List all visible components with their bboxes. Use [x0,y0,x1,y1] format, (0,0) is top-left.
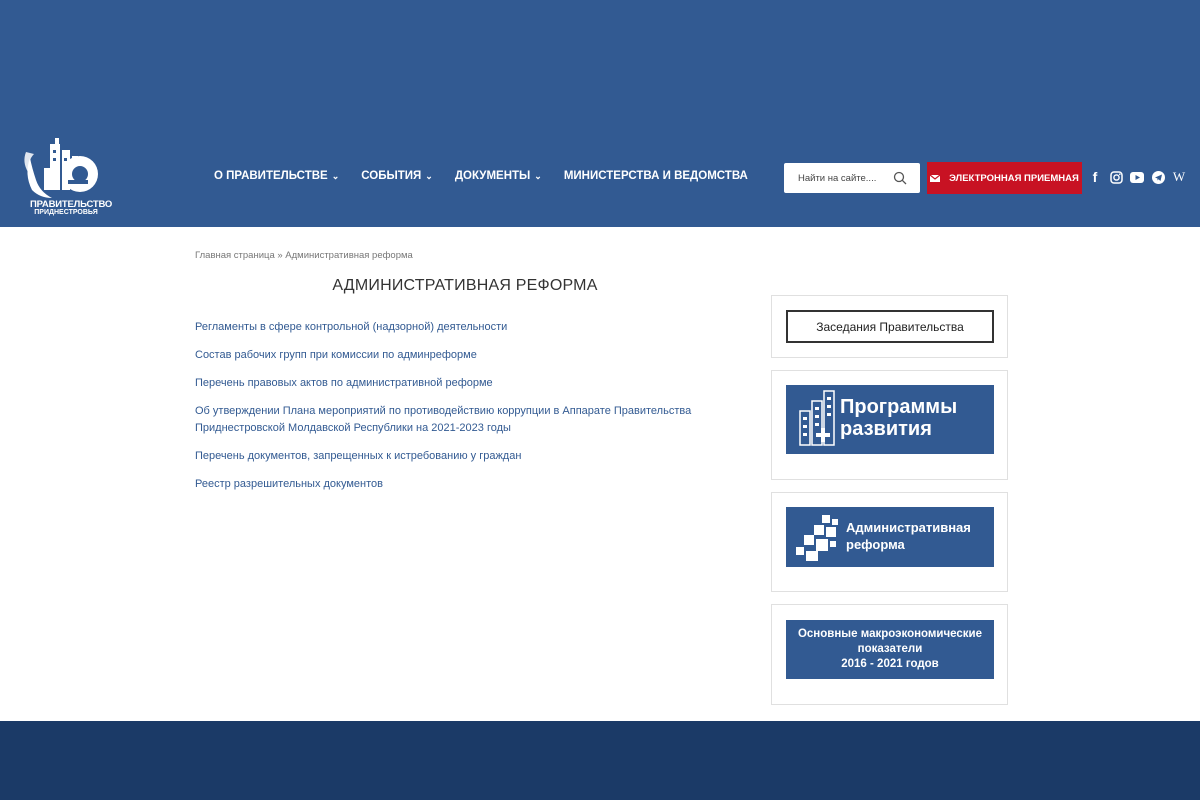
development-programs-banner[interactable] [786,385,994,454]
macro-line3: 2016 - 2021 годов [841,658,939,670]
link-prohibited-documents[interactable]: Перечень документов, запрещенных к истребованию у граждан [195,450,522,462]
nav-item-ministries[interactable] [564,170,748,182]
chevron-down-icon: ⌄ [331,170,340,181]
breadcrumb[interactable]: Главная страница » Административная реформа [195,250,413,261]
macro-line2: показатели [857,643,923,655]
nav-item-about[interactable] [214,170,339,182]
programs-banner-text [840,396,957,440]
youtube-icon[interactable] [1130,170,1144,184]
search-box [784,163,920,193]
puzzle-blocks-icon [794,513,842,563]
nav-item-label: ДОКУМЕНТЫ [454,170,531,182]
nav-item-label: СОБЫТИЯ [361,170,422,182]
nav-item-events[interactable] [361,170,433,182]
link-permit-registry[interactable]: Реестр разрешительных документов [195,478,383,490]
logo-subtitle: ПРИДНЕСТРОВЬЯ [34,209,98,216]
nav-item-label: О ПРАВИТЕЛЬСТВЕ [214,170,328,182]
chevron-down-icon: ⌄ [425,170,433,181]
search-input[interactable] [784,173,884,184]
programs-line1: Программы [840,396,958,418]
macro-widget [771,604,1008,705]
main-nav [214,170,770,182]
programs-line2: развития [840,418,932,440]
electronic-reception-button[interactable] [927,162,1082,194]
macro-indicators-banner[interactable] [786,620,994,679]
link-legal-acts[interactable]: Перечень правовых актов по административной реформе [195,377,493,389]
facebook-icon[interactable]: f [1092,169,1098,185]
search-icon[interactable] [893,171,907,185]
government-sessions-button[interactable]: Заседания Правительства [786,310,994,343]
reception-label: ЭЛЕКТРОННАЯ ПРИЕМНАЯ [949,172,1079,184]
buildings-icon [796,389,840,451]
sessions-widget [771,295,1008,358]
chevron-down-icon: ⌄ [534,170,542,181]
admin-reform-banner[interactable] [786,507,994,567]
macro-banner-text [786,627,994,672]
instagram-icon[interactable] [1109,170,1123,184]
link-anticorruption-plan[interactable]: Об утверждении Плана мероприятий по противодействию коррупции в Аппарате Правительства Приднестровской Молдавской Республики на 2021-2023 годы [195,405,692,434]
site-footer [0,721,1200,800]
nav-item-label: МИНИСТЕРСТВА И ВЕДОМСТВА [563,170,748,182]
logo-title: ПРАВИТЕЛЬСТВО [30,199,113,210]
reform-banner-text [846,519,971,553]
social-links [1088,170,1193,184]
link-control-regulations[interactable]: Регламенты в сфере контрольной (надзорной) деятельности [195,321,508,333]
reform-line1: Административная [846,520,971,535]
programs-widget [771,370,1008,480]
reform-line2: реформа [846,537,905,552]
nav-item-documents[interactable] [455,170,542,182]
macro-line1: Основные макроэкономические [797,628,983,640]
document-links [195,319,695,493]
wikipedia-icon[interactable]: W [1172,169,1186,184]
envelope-icon [930,175,940,182]
telegram-icon[interactable] [1151,170,1165,184]
page-title: АДМИНИСТРАТИВНАЯ РЕФОРМА [332,277,598,294]
site-header [0,0,1200,227]
link-working-groups[interactable]: Состав рабочих групп при комиссии по админреформе [195,349,477,361]
reform-widget [771,492,1008,592]
